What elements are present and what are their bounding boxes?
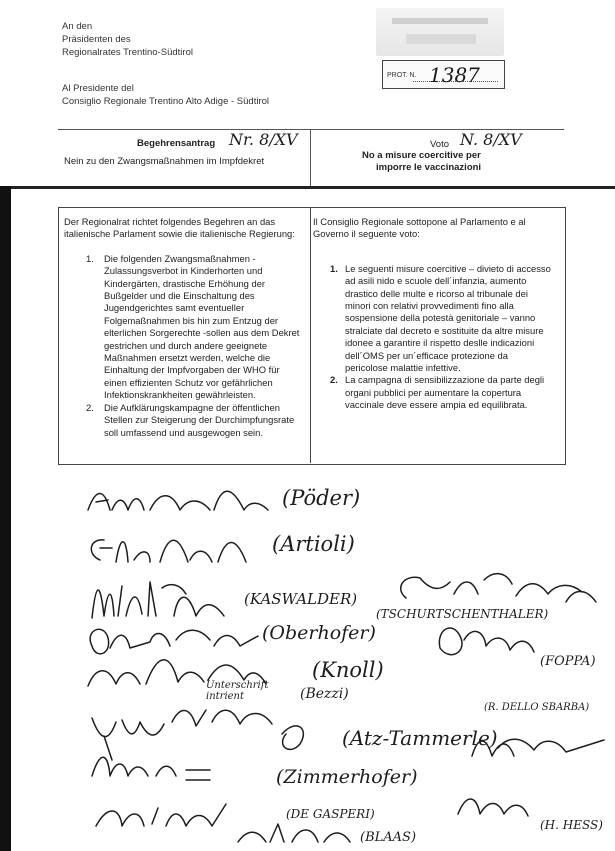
name-zimmerhofer: (Zimmerhofer) — [276, 766, 418, 788]
signature-tschurtschenthaler — [401, 574, 596, 602]
item-text: La campagna di sensibilizzazione da parte degli organi pubblici per aumentare la copertura vaccinale deve essere ampia ed equilibrata. — [345, 374, 545, 411]
name-oberhofer: (Oberhofer) — [262, 622, 376, 644]
protocol-box — [382, 60, 505, 89]
intro-de: Der Regionalrat richtet folgendes Begehren an das italienische Parlament sowie die italienische Regierung: — [64, 216, 295, 240]
item-text: Die Aufklärungskampagne der öffentlichen Stellen zur Steigerung der Durchimpfungsrate soll umfassend und ausgewogen sein. — [104, 401, 295, 438]
column-it — [313, 216, 551, 412]
signature-poeder — [88, 491, 268, 510]
signature-foppa — [439, 628, 534, 655]
signature-artioli — [91, 540, 246, 562]
reception-stamp — [376, 8, 504, 56]
header-divider — [310, 129, 311, 186]
name-atz-tammerle: (Atz-Tammerle) — [342, 726, 498, 750]
title-it-line1: No a misure coercitive per — [362, 150, 481, 161]
title-it-line2: imporre le vaccinazioni — [376, 162, 482, 173]
name-kaswalder: (KASWALDER) — [244, 590, 358, 608]
address-line: Consiglio Regionale Trentino Alto Adige - Südtirol — [62, 96, 270, 107]
item-text: Die folgenden Zwangsmaßnahmen -Zulassungsverbot in Kinderhorten und Kindergärten, drastische Erhöhung der Bußgelder und die Einschaltung des Jugendgerichtes samt eventueller Folgemaßnahmen bis hin zum Entzug der elterlichen Sorgerechte -sollen aus dem Dekret gestrichen und durch andere geeignete Maßnahmen ersetzt werden, welche die Einhaltung der Impfvorgaben der WHO für einen effizienten Schutz vor gefährlichen Infektionskrankheiten gewährleisten. — [104, 252, 300, 401]
address-line: An den — [62, 21, 93, 32]
item-text: Le seguenti misure coercitive – divieto di accesso ad asili nido e scuole dell´infanzia, aumento drastico delle multe e ricorso al tribunale dei minori con relativi provvedimenti fino alla sospensione della potestà genitoriale – vanno stralciate dal decreto e sostituite da altre misure idonee a garantire il rispetto deslle indicazioni dell´OMS per un´efficace protezione da pericolose malattie infettive. — [345, 262, 551, 374]
column-divider — [310, 207, 311, 463]
signature-hess — [458, 799, 528, 816]
name-hess: (H. HESS) — [540, 818, 603, 832]
signature-oberhofer — [90, 629, 258, 654]
intro-it: Il Consiglio Regionale sottopone al Parlamento e al Governo il seguente voto: — [313, 216, 526, 240]
name-knoll: (Knoll) — [312, 658, 384, 682]
begehrensantrag-label: Begehrensantrag — [137, 138, 216, 149]
protocol-label: PROT. N. — [387, 72, 417, 79]
signature-marks — [0, 470, 615, 851]
name-bezzi: (Bezzi) — [300, 686, 349, 702]
handwritten-number-it: N. 8/XV — [460, 130, 522, 149]
list-item: 1. Le seguenti misure coercitive – divieto di accesso ad asili nido e scuole dell´infanzia, aumento drastico delle multe e ricorso al tribunale dei minori con relativi provvedimenti fino alla sospensione della potestà genitoriale – vanno stralciate dal decreto e sostituite da altre misure idonee a garantire il rispetto deslle indicazioni dell´OMS per un´efficace protezione da pericolose malattie infettive. — [330, 262, 551, 374]
annotation-signature: Unterschrift intrient — [206, 680, 269, 702]
address-line: Regionalrates Trentino-Südtirol — [62, 47, 193, 58]
name-tschurtschenthaler: (TSCHURTSCHENTHALER) — [376, 607, 549, 621]
address-line: Präsidenten des — [62, 34, 131, 45]
address-line: Al Presidente del — [62, 83, 134, 94]
name-artioli: (Artioli) — [272, 532, 355, 556]
signature-zimmerhofer — [92, 757, 210, 780]
list-item: 2. Die Aufklärungskampagne der öffentlichen Stellen zur Steigerung der Durchimpfungsrate soll umfassend und ausgewogen sein. — [86, 401, 295, 438]
title-de: Nein zu den Zwangsmaßnahmen im Impfdekret — [64, 156, 265, 167]
voto-label: Voto — [430, 139, 450, 150]
scan-edge — [0, 186, 615, 189]
signature-blaas — [238, 824, 350, 842]
signature-degasperi — [96, 804, 226, 826]
signature-kaswalder — [92, 582, 224, 618]
name-blaas: (BLAAS) — [360, 830, 417, 845]
name-foppa: (FOPPA) — [540, 654, 596, 669]
list-item: 1. Die folgenden Zwangsmaßnahmen -Zulassungsverbot in Kinderhorten und Kindergärten, drastische Erhöhung der Bußgelder und die Einschaltung des Jugendgerichtes samt eventueller Folgemaßnahmen bis hin zum Entzug der elterlichen Sorgerechte -sollen aus dem Dekret gestrichen und durch andere geeignete Maßnahmen ersetzt werden, welche die Einhaltung der Impfvorgaben der WHO für einen effizienten Schutz vor gefährlichen Infektionskrankheiten gewährleisten. — [86, 252, 300, 401]
handwritten-number-de: Nr. 8/XV — [229, 130, 298, 149]
name-degasperi: (DE GASPERI) — [286, 807, 375, 821]
address-de — [62, 20, 193, 59]
protocol-number: 1387 — [429, 63, 480, 87]
list-item: 2. La campagna di sensibilizzazione da parte degli organi pubblici per aumentare la copertura vaccinale deve essere ampia ed equilibrata. — [330, 374, 545, 411]
column-de — [64, 216, 302, 439]
name-dello-sbarba: (R. DELLO SBARBA) — [484, 702, 590, 713]
address-it — [62, 82, 269, 108]
signature-atz-tammerle — [92, 710, 303, 760]
name-poeder: (Pöder) — [282, 486, 361, 510]
